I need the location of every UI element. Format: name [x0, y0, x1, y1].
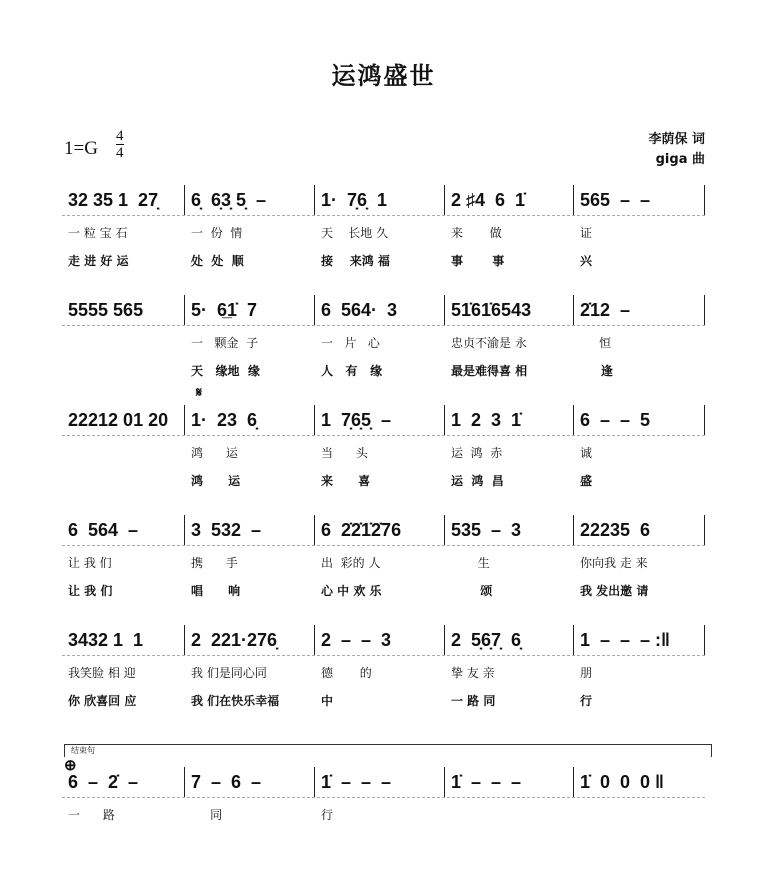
lyricist-credit: 李荫保 词 [648, 132, 705, 147]
lyric-measure: 接 来鸿 福 [321, 254, 390, 268]
lyrics-verse-1 [62, 804, 705, 826]
lyric-measure: 我 们是同心同 [191, 666, 267, 680]
score-row [62, 405, 705, 492]
measure: 5· 6̲1̇ 7 [185, 295, 315, 325]
measure: 1· 7̣6̣ 1 [315, 185, 445, 215]
score-row [62, 625, 705, 712]
lyric-measure: 鸿 运 [191, 474, 241, 488]
lyrics-verse-2 [62, 580, 705, 602]
measure: 6 – 2̇ – [62, 767, 185, 797]
coda-bracket [64, 744, 712, 757]
measure: 1̇ – – – [445, 767, 574, 797]
notes-line [62, 767, 705, 798]
lyric-measure: 来 喜 [321, 474, 371, 488]
measure: 1 7̣6̣5̣ – [315, 405, 445, 435]
lyric-measure: 鸿 运 [191, 446, 238, 460]
measure: 5555 565 [62, 295, 185, 325]
lyrics-verse-2 [62, 250, 705, 272]
lyric-measure: 天 长地 久 [321, 226, 389, 240]
measure: 6 564 – [62, 515, 185, 545]
lyrics-verse-2 [62, 690, 705, 712]
lyric-measure: 中 [321, 694, 334, 708]
measure: 3 532 – [185, 515, 315, 545]
measure: 2 5̣6̣7̣ 6̣ [445, 625, 574, 655]
measure: 565 – – [574, 185, 705, 215]
lyric-measure: 一 份 情 [191, 226, 243, 240]
notes-line [62, 295, 705, 326]
measure: 6 2̇2̇1̇2̇76 [315, 515, 445, 545]
lyric-measure: 朋 [580, 666, 593, 680]
lyric-measure: 同 [191, 808, 223, 822]
lyric-measure: 让 我 们 [68, 584, 113, 598]
measure: 1 – – – :‖ [574, 625, 705, 655]
lyric-measure [62, 360, 185, 382]
measure: 1̇ – – – [315, 767, 445, 797]
lyric-measure: 我 发出邀 请 [580, 584, 649, 598]
key-signature: 1=G [64, 138, 98, 159]
segno-icon: 𝄋 [196, 384, 203, 400]
measure: 6 564· 3 [315, 295, 445, 325]
score-row [62, 515, 705, 602]
lyrics-verse-1 [62, 662, 705, 684]
lyric-measure: 让 我 们 [68, 556, 112, 570]
lyric-measure: 诚 [580, 446, 593, 460]
coda-icon: ⊕ [64, 757, 77, 774]
lyric-measure: 出 彩的 人 [321, 556, 381, 570]
lyric-measure: 一 颗金 子 [191, 336, 259, 350]
lyric-measure: 行 [321, 808, 334, 822]
measure: 6 – – 5 [574, 405, 705, 435]
lyric-measure: 处 处 顺 [191, 254, 244, 268]
lyric-measure: 天 缘地 缘 [191, 364, 260, 378]
lyric-measure: 当 头 [321, 446, 368, 460]
notes-line [62, 185, 705, 216]
lyric-measure: 我 们在快乐幸福 [191, 694, 280, 708]
song-title: 运鸿盛世 [331, 61, 436, 90]
measure: 6̣ 6̣3̣ 5̣ – [185, 185, 315, 215]
score-row [62, 295, 705, 382]
lyric-measure: 一 片 心 [321, 336, 380, 350]
lyrics-verse-1 [62, 552, 705, 574]
lyric-measure: 唱 响 [191, 584, 241, 598]
lyric-measure: 事 事 [451, 254, 505, 268]
measure: 2̇12 – [574, 295, 705, 325]
lyric-measure: 盛 [580, 474, 593, 488]
lyric-measure: 生 [451, 556, 490, 570]
notes-line [62, 515, 705, 546]
measure: 51̇61̇6543 [445, 295, 574, 325]
time-bottom: 4 [116, 145, 124, 161]
lyric-measure: 行 [580, 694, 593, 708]
measure: 2 – – 3 [315, 625, 445, 655]
notes-line [62, 625, 705, 656]
lyric-measure [62, 442, 185, 464]
lyric-measure: 一 粒 宝 石 [68, 226, 128, 240]
lyric-measure: 忠贞不渝是 永 [451, 336, 527, 350]
coda-label: 结束句 [71, 746, 95, 755]
measure: 22212 01 20 [62, 405, 185, 435]
score-row [62, 767, 705, 854]
lyric-measure [574, 804, 705, 826]
lyric-measure: 运 鸿 昌 [451, 474, 504, 488]
lyric-measure: 你向我 走 来 [580, 556, 648, 570]
lyrics-verse-1 [62, 222, 705, 244]
lyric-measure: 逢 [580, 364, 613, 378]
lyric-measure: 挚 友 亲 [451, 666, 495, 680]
lyric-measure: 来 做 [451, 226, 502, 240]
score-row [62, 185, 705, 272]
time-top: 4 [116, 128, 124, 144]
lyric-measure: 携 手 [191, 556, 238, 570]
lyric-measure: 你 欣喜回 应 [68, 694, 137, 708]
time-signature [116, 128, 124, 161]
lyrics-verse-2 [62, 360, 705, 382]
lyric-measure: 最是难得喜 相 [451, 364, 528, 378]
measure: 1̇ 0 0 0 ‖ [580, 772, 665, 792]
measure: 2 221·276̣ [185, 625, 315, 655]
lyric-measure [62, 470, 185, 492]
lyric-measure: 恒 [580, 336, 612, 350]
lyric-measure [62, 832, 185, 854]
lyric-measure [445, 832, 574, 854]
composer-credit: giga 曲 [655, 152, 705, 167]
lyric-measure [185, 832, 315, 854]
measure: 22235 6 [574, 515, 705, 545]
lyric-measure [445, 804, 574, 826]
lyric-measure: 证 [580, 226, 593, 240]
measure: 535 – 3 [445, 515, 574, 545]
lyrics-verse-2 [62, 470, 705, 492]
lyrics-verse-1 [62, 332, 705, 354]
measure: 2 ♯4 6 1̇ [445, 185, 574, 215]
measure: 1 2 3 1̇ [445, 405, 574, 435]
lyric-measure: 一 路 [68, 808, 115, 822]
lyric-measure: 运 鸿 赤 [451, 446, 503, 460]
measure: 32 35 1 27̣ [62, 185, 185, 215]
measure: 1· 23 6̣ [185, 405, 315, 435]
lyric-measure [315, 832, 445, 854]
lyric-measure: 心 中 欢 乐 [321, 584, 382, 598]
lyric-measure: 人 有 缘 [321, 364, 383, 378]
lyric-measure: 走 进 好 运 [68, 254, 129, 268]
lyrics-verse-1 [62, 442, 705, 464]
measure: 7 – 6 – [185, 767, 315, 797]
notes-line [62, 405, 705, 436]
lyric-measure [62, 332, 185, 354]
lyric-measure: 兴 [580, 254, 593, 268]
measure: 3432 1 1 [62, 625, 185, 655]
lyric-measure: 德 的 [321, 666, 372, 680]
lyric-measure: 一 路 同 [451, 694, 496, 708]
lyric-measure: 我笑脸 相 迎 [68, 666, 136, 680]
lyric-measure [574, 832, 705, 854]
lyrics-verse-2 [62, 832, 705, 854]
lyric-measure: 颂 [451, 584, 493, 598]
